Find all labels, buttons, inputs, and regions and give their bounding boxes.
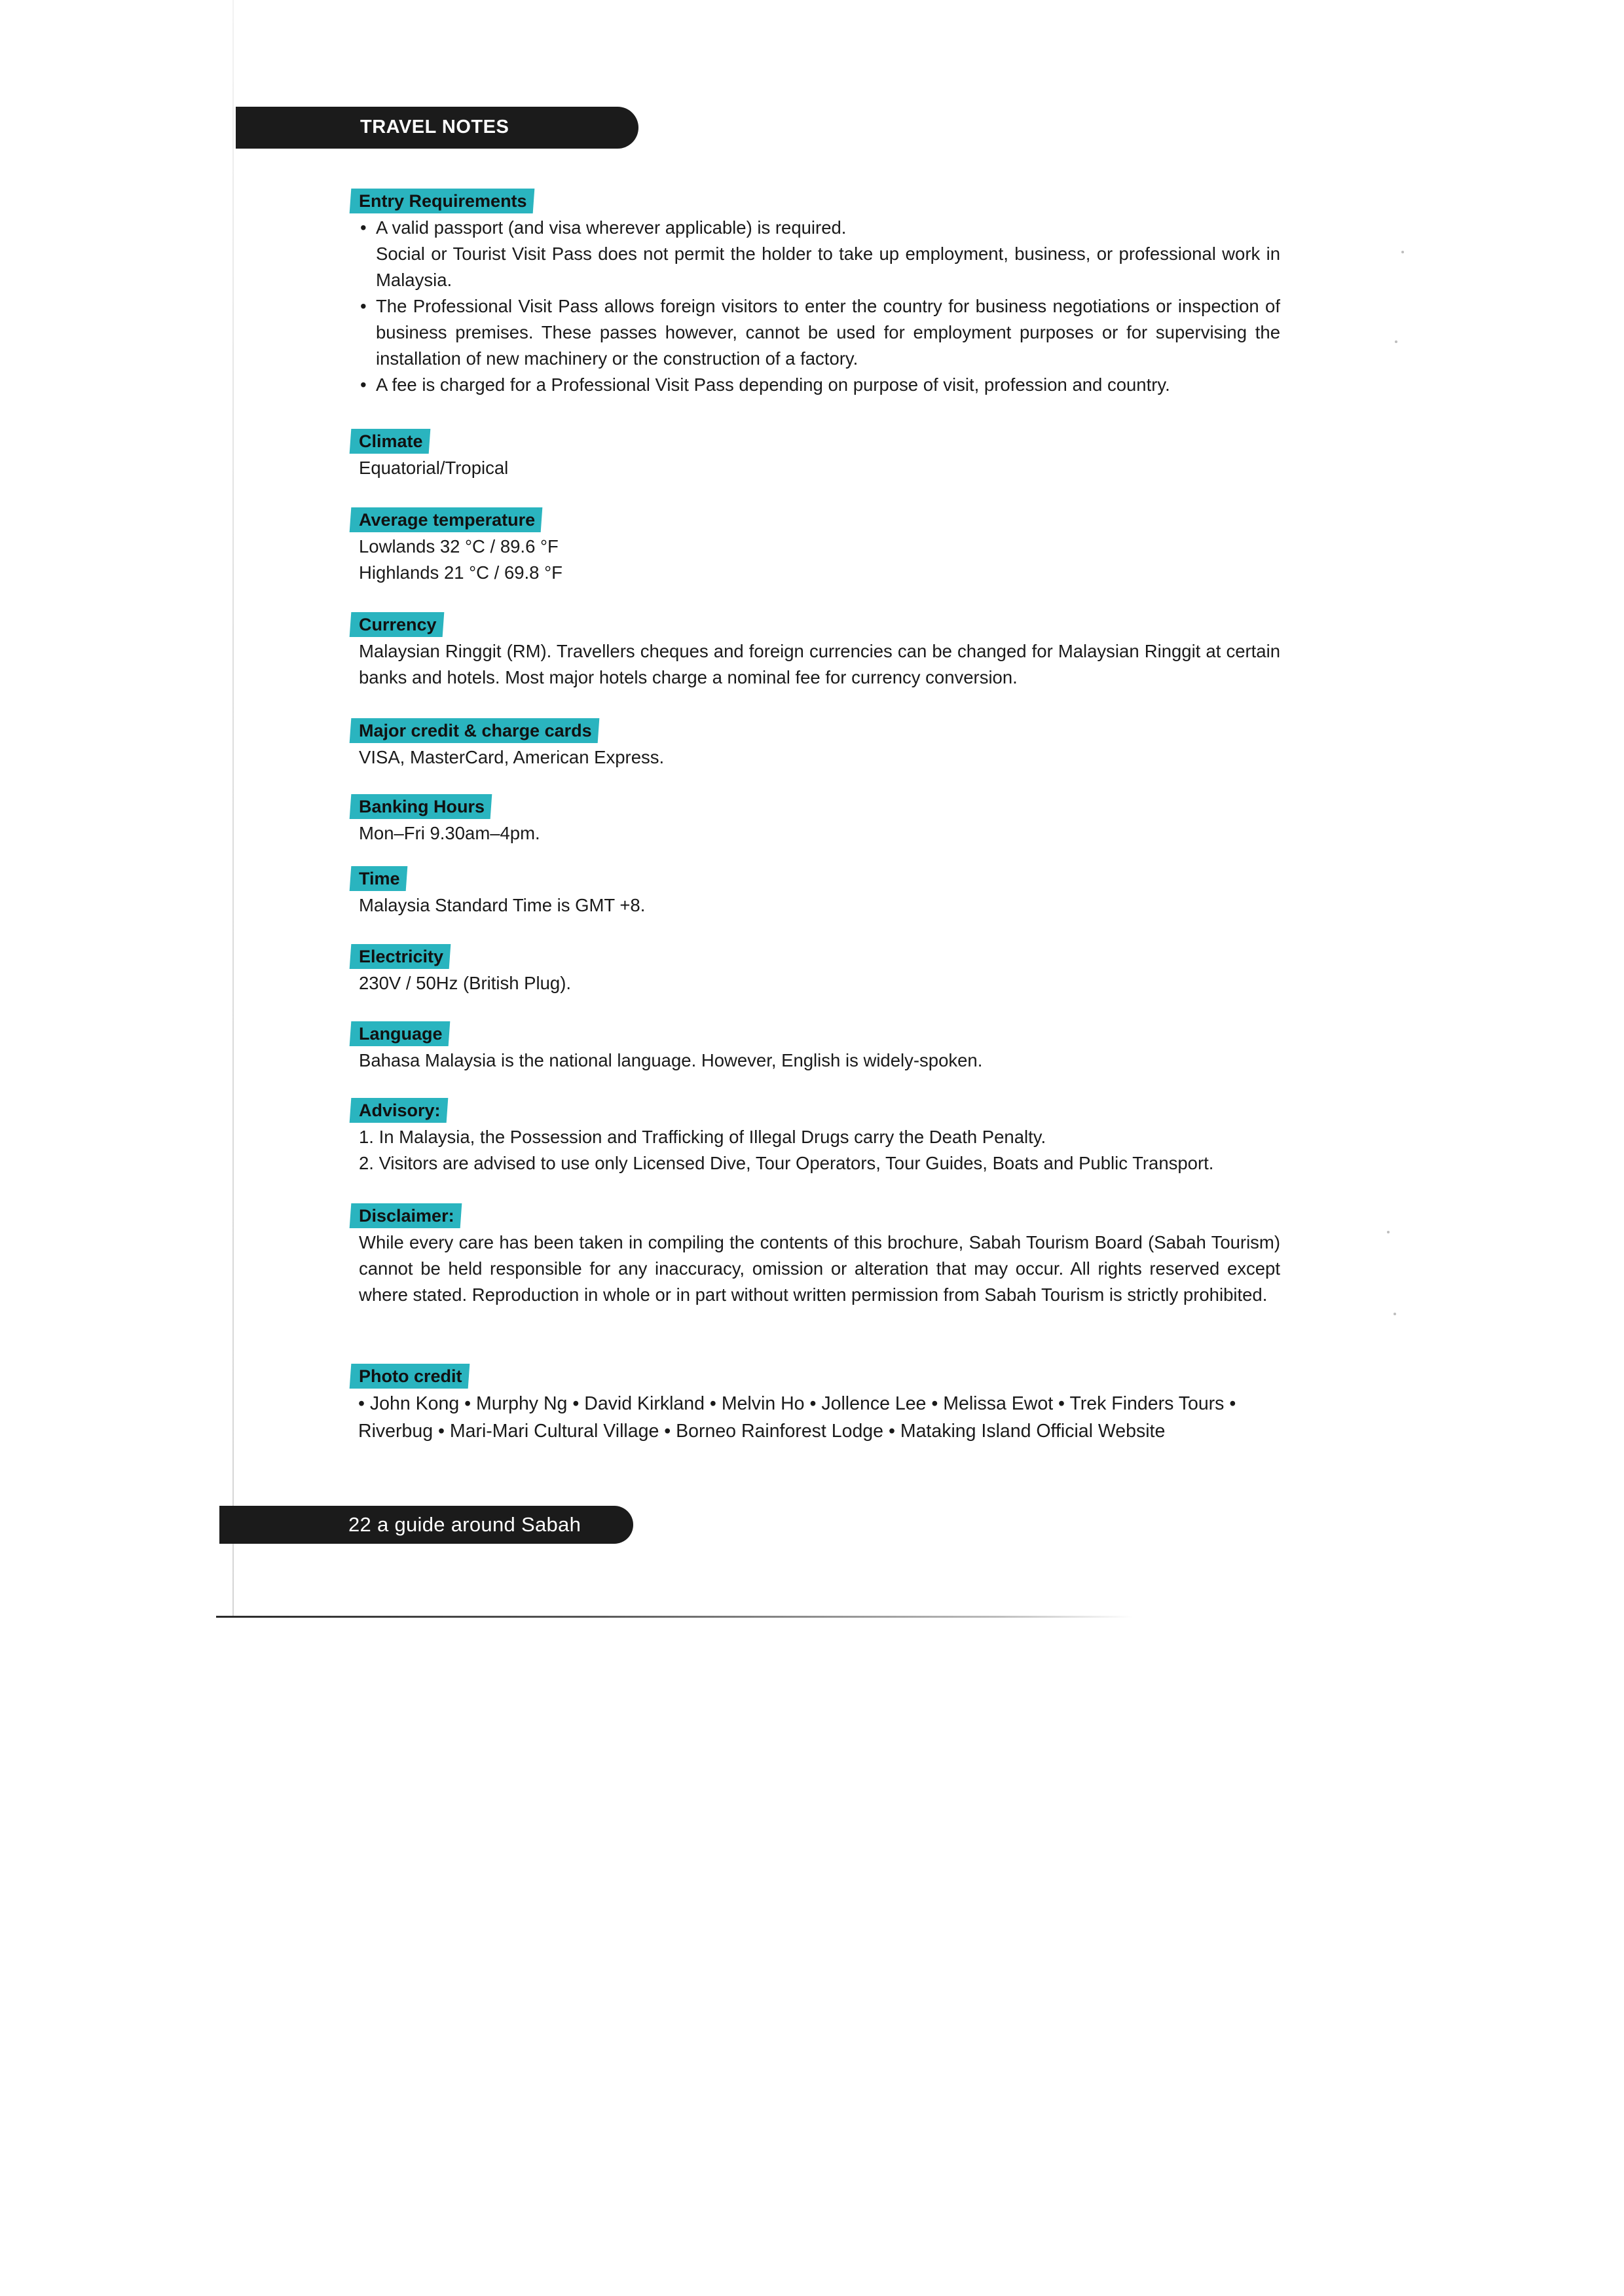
bullet-icon: • (931, 1393, 938, 1414)
list-item: 1. In Malaysia, the Possession and Trafficking of Illegal Drugs carry the Death Penalty. (359, 1127, 1046, 1147)
disclaimer-section (350, 1203, 1280, 1308)
section-label: Entry Requirements (350, 189, 534, 213)
scan-edge-left (232, 0, 234, 1617)
bullet-icon: • (888, 1421, 895, 1442)
credit-item: Trek Finders Tours (1069, 1393, 1225, 1414)
footer (348, 1512, 581, 1538)
banking-hours-section (350, 794, 1280, 847)
credit-item: Mataking Island Official Website (900, 1421, 1166, 1442)
time-section (350, 866, 1280, 919)
list-item: • A valid passport (and visa wherever applicable) is required. Social or Tourist Visit Pass does not permit the holder to take up employment, business, or professional work in Malaysia. (359, 215, 1280, 293)
bullet-icon: • (358, 1393, 365, 1414)
list-item: • The Professional Visit Pass allows foreign visitors to enter the country for business negotiations or inspection of business premises. These passes however, cannot be used for employment purposes or for supervising the installation of new machinery or the construction of a factory. (359, 293, 1280, 372)
section-label: Electricity (350, 944, 451, 969)
section-label: Climate (350, 429, 430, 454)
advisory-list (350, 1124, 1280, 1176)
banking-hours-text: Mon–Fri 9.30am–4pm. (359, 823, 540, 843)
climate-section (350, 429, 1280, 481)
bullet-icon: • (709, 1393, 716, 1414)
entry-requirements-section (350, 189, 1280, 398)
credit-item: Borneo Rainforest Lodge (676, 1421, 884, 1442)
language-text: Bahasa Malaysia is the national language. However, English is widely-spoken. (359, 1050, 983, 1070)
section-label: Disclaimer: (350, 1203, 462, 1228)
bullet-icon: • (1058, 1393, 1065, 1414)
bullet-icon: • (360, 296, 367, 316)
bullet-icon: • (360, 374, 367, 395)
bullet-icon: • (664, 1421, 671, 1442)
currency-section (350, 612, 1280, 691)
section-label: Major credit & charge cards (350, 718, 599, 743)
credit-item: Murphy Ng (476, 1393, 568, 1414)
section-label: Photo credit (350, 1364, 470, 1389)
disclaimer-text: While every care has been taken in compiling the contents of this brochure, Sabah Tourism Board (Sabah Tourism) cannot be held responsible for any inaccuracy, omission or alteration that may occur. All rights reserved except where stated. Reproduction in whole or in part without written permission from Sabah Tourism is strictly prohibited. (359, 1232, 1280, 1305)
list-item: • A fee is charged for a Professional Visit Pass depending on purpose of visit, profession and country. (359, 372, 1280, 398)
scan-speck (1395, 340, 1397, 343)
bullet-icon: • (809, 1393, 817, 1414)
climate-text: Equatorial/Tropical (359, 458, 509, 478)
credit-item: John Kong (369, 1393, 460, 1414)
footer-caption: a guide around Sabah (377, 1513, 581, 1536)
entry-requirements-list (350, 215, 1280, 398)
credit-cards-text: VISA, MasterCard, American Express. (359, 747, 665, 767)
scan-edge-bottom (216, 1616, 1133, 1618)
photo-credit-line-1 (350, 1390, 1280, 1417)
electricity-section (350, 944, 1280, 996)
bullet-icon: • (572, 1393, 580, 1414)
scan-speck (1387, 1231, 1390, 1233)
credit-item: Jollence Lee (821, 1393, 927, 1414)
scan-speck (1393, 1313, 1396, 1315)
scan-speck (1401, 251, 1404, 253)
entry-note: Social or Tourist Visit Pass does not permit the holder to take up employment, business, or professional work in Malaysia. (376, 244, 1280, 290)
credit-cards-section (350, 718, 1280, 771)
list-item: 2. Visitors are advised to use only Licensed Dive, Tour Operators, Tour Guides, Boats and Public Transport. (359, 1153, 1214, 1173)
credit-item: Mari-Mari Cultural Village (449, 1421, 659, 1442)
section-label: Advisory: (350, 1098, 448, 1123)
credit-item: Melissa Ewot (943, 1393, 1054, 1414)
photo-credit-section (350, 1364, 1280, 1445)
advisory-section (350, 1098, 1280, 1176)
photo-credit-line-2 (350, 1417, 1280, 1445)
currency-text: Malaysian Ringgit (RM). Travellers cheques and foreign currencies can be changed for Malaysian Ringgit at certain banks and hotels. Most major hotels charge a nominal fee for currency conversion. (359, 641, 1280, 687)
page-title: TRAVEL NOTES (360, 117, 509, 137)
credit-item: Melvin Ho (721, 1393, 805, 1414)
page-number: 22 (348, 1513, 372, 1536)
bullet-icon: • (1229, 1393, 1236, 1414)
section-label: Average temperature (350, 507, 543, 532)
temperature-section (350, 507, 1280, 586)
bullet-icon: • (437, 1421, 445, 1442)
bullet-icon: • (360, 217, 367, 238)
temperature-highlands: Highlands 21 °C / 69.8 °F (359, 562, 563, 583)
language-section (350, 1021, 1280, 1074)
time-text: Malaysia Standard Time is GMT +8. (359, 895, 646, 915)
section-label: Banking Hours (350, 794, 492, 819)
credit-item: Riverbug (358, 1421, 434, 1442)
electricity-text: 230V / 50Hz (British Plug). (359, 973, 572, 993)
bullet-icon: • (464, 1393, 471, 1414)
section-label: Language (350, 1021, 450, 1046)
temperature-lowlands: Lowlands 32 °C / 89.6 °F (359, 536, 559, 556)
credit-item: David Kirkland (584, 1393, 705, 1414)
section-label: Time (350, 866, 407, 891)
section-label: Currency (350, 612, 444, 637)
